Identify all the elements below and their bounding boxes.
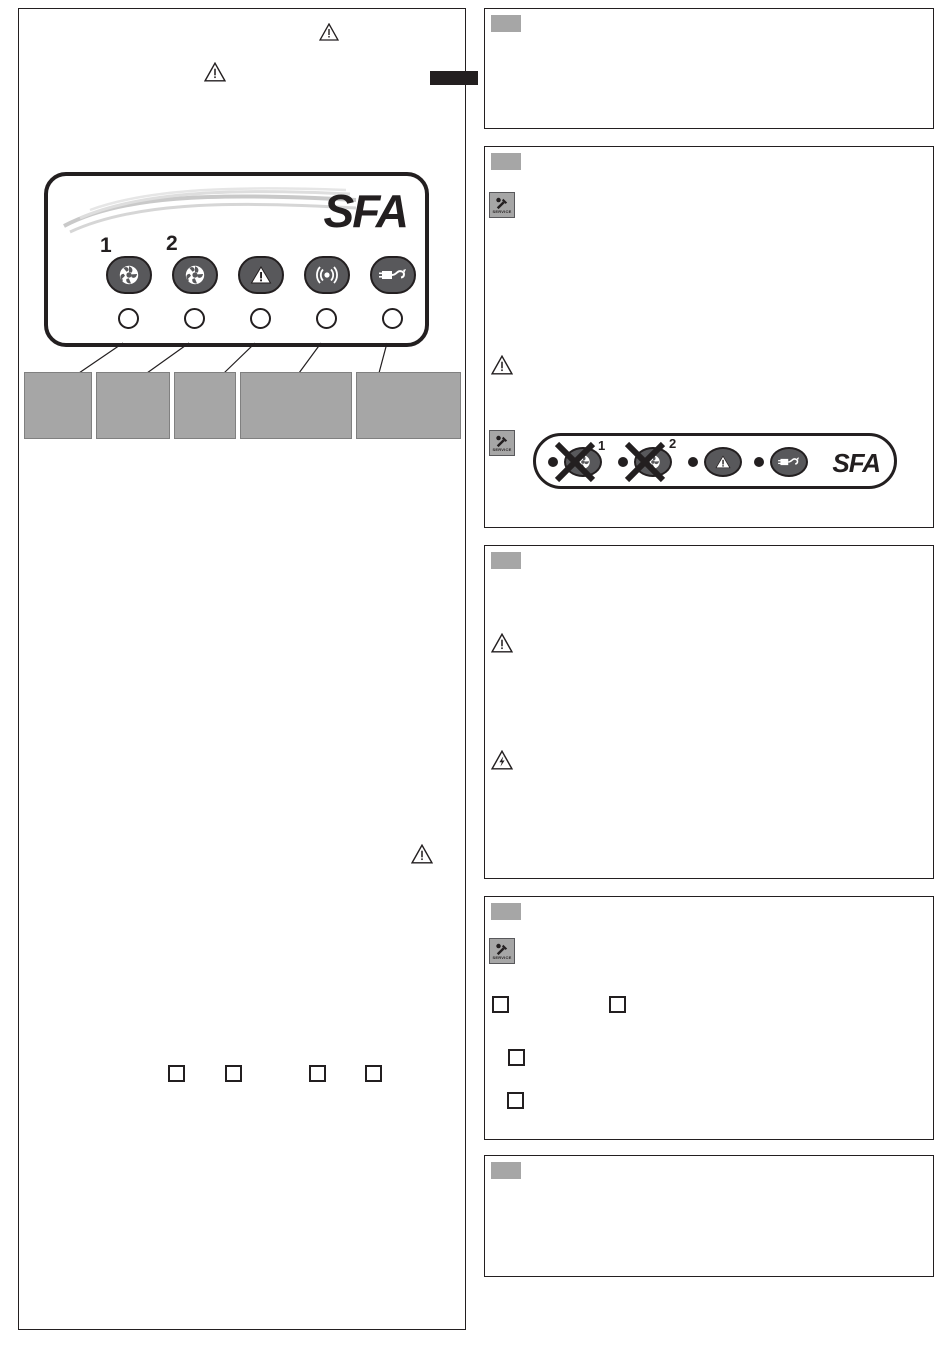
- pump-2-icon: [172, 256, 218, 294]
- service-badge-label: SERVICE: [492, 208, 512, 214]
- control-panel-illustration: [44, 172, 429, 347]
- mini-pump-1-number: 1: [598, 438, 606, 453]
- warning-triangle-icon: [319, 23, 339, 41]
- led-indicator-3: [250, 308, 271, 329]
- section-3-tab: [491, 552, 521, 569]
- checkbox-1[interactable]: [168, 1065, 185, 1082]
- section-3: [484, 545, 934, 879]
- pump-1-number: 1: [100, 234, 112, 257]
- black-marker-bar: [430, 71, 478, 85]
- electric-shock-triangle-icon: [491, 750, 511, 768]
- mini-pump-2-number: 2: [669, 436, 677, 451]
- mini-power-plug-icon: [770, 447, 808, 477]
- cross-out-mark-2: [623, 440, 667, 484]
- service-badge-label: SERVICE: [492, 446, 512, 452]
- led-indicator-2: [184, 308, 205, 329]
- warning-triangle-icon: [491, 355, 511, 373]
- section-5-tab: [491, 1162, 521, 1179]
- section-4: [484, 896, 934, 1140]
- checkbox-2[interactable]: [225, 1065, 242, 1082]
- buzzer-icon: [304, 256, 350, 294]
- led-indicator-1: [118, 308, 139, 329]
- section-4-checkbox-4[interactable]: [507, 1092, 524, 1109]
- mini-dot-4: [754, 457, 764, 467]
- pump-1-icon: [106, 256, 152, 294]
- warning-triangle-icon: [491, 633, 511, 651]
- service-badge-icon: [489, 938, 515, 964]
- mini-dot-3: [688, 457, 698, 467]
- legend-box-1: [24, 372, 92, 439]
- left-panel: [18, 8, 466, 1330]
- warning-triangle-icon: [204, 62, 224, 80]
- decorative-swoosh: [60, 186, 360, 238]
- cross-out-mark-1: [553, 440, 597, 484]
- power-plug-icon: [370, 256, 416, 294]
- legend-box-2: [96, 372, 170, 439]
- checkbox-4[interactable]: [365, 1065, 382, 1082]
- section-4-checkbox-2[interactable]: [609, 996, 626, 1013]
- section-4-checkbox-3[interactable]: [508, 1049, 525, 1066]
- legend-box-3: [174, 372, 236, 439]
- pump-2-number: 2: [166, 232, 178, 255]
- service-badge-icon: [489, 430, 515, 456]
- sfa-logo: SFA: [323, 185, 407, 237]
- service-badge-icon: [489, 192, 515, 218]
- service-badge-label: SERVICE: [492, 954, 512, 960]
- section-4-checkbox-1[interactable]: [492, 996, 509, 1013]
- legend-box-4: [240, 372, 352, 439]
- legend-box-5: [356, 372, 461, 439]
- checkbox-3[interactable]: [309, 1065, 326, 1082]
- mini-sfa-logo: SFA: [832, 448, 880, 478]
- icon-row: [48, 232, 425, 308]
- mini-alarm-warning-icon: [704, 447, 742, 477]
- led-indicator-4: [316, 308, 337, 329]
- section-2-tab: [491, 153, 521, 170]
- section-4-tab: [491, 903, 521, 920]
- section-5: [484, 1155, 934, 1277]
- alarm-warning-icon: [238, 256, 284, 294]
- section-1: [484, 8, 934, 129]
- section-1-tab: [491, 15, 521, 32]
- warning-triangle-icon: [411, 844, 431, 862]
- led-indicator-5: [382, 308, 403, 329]
